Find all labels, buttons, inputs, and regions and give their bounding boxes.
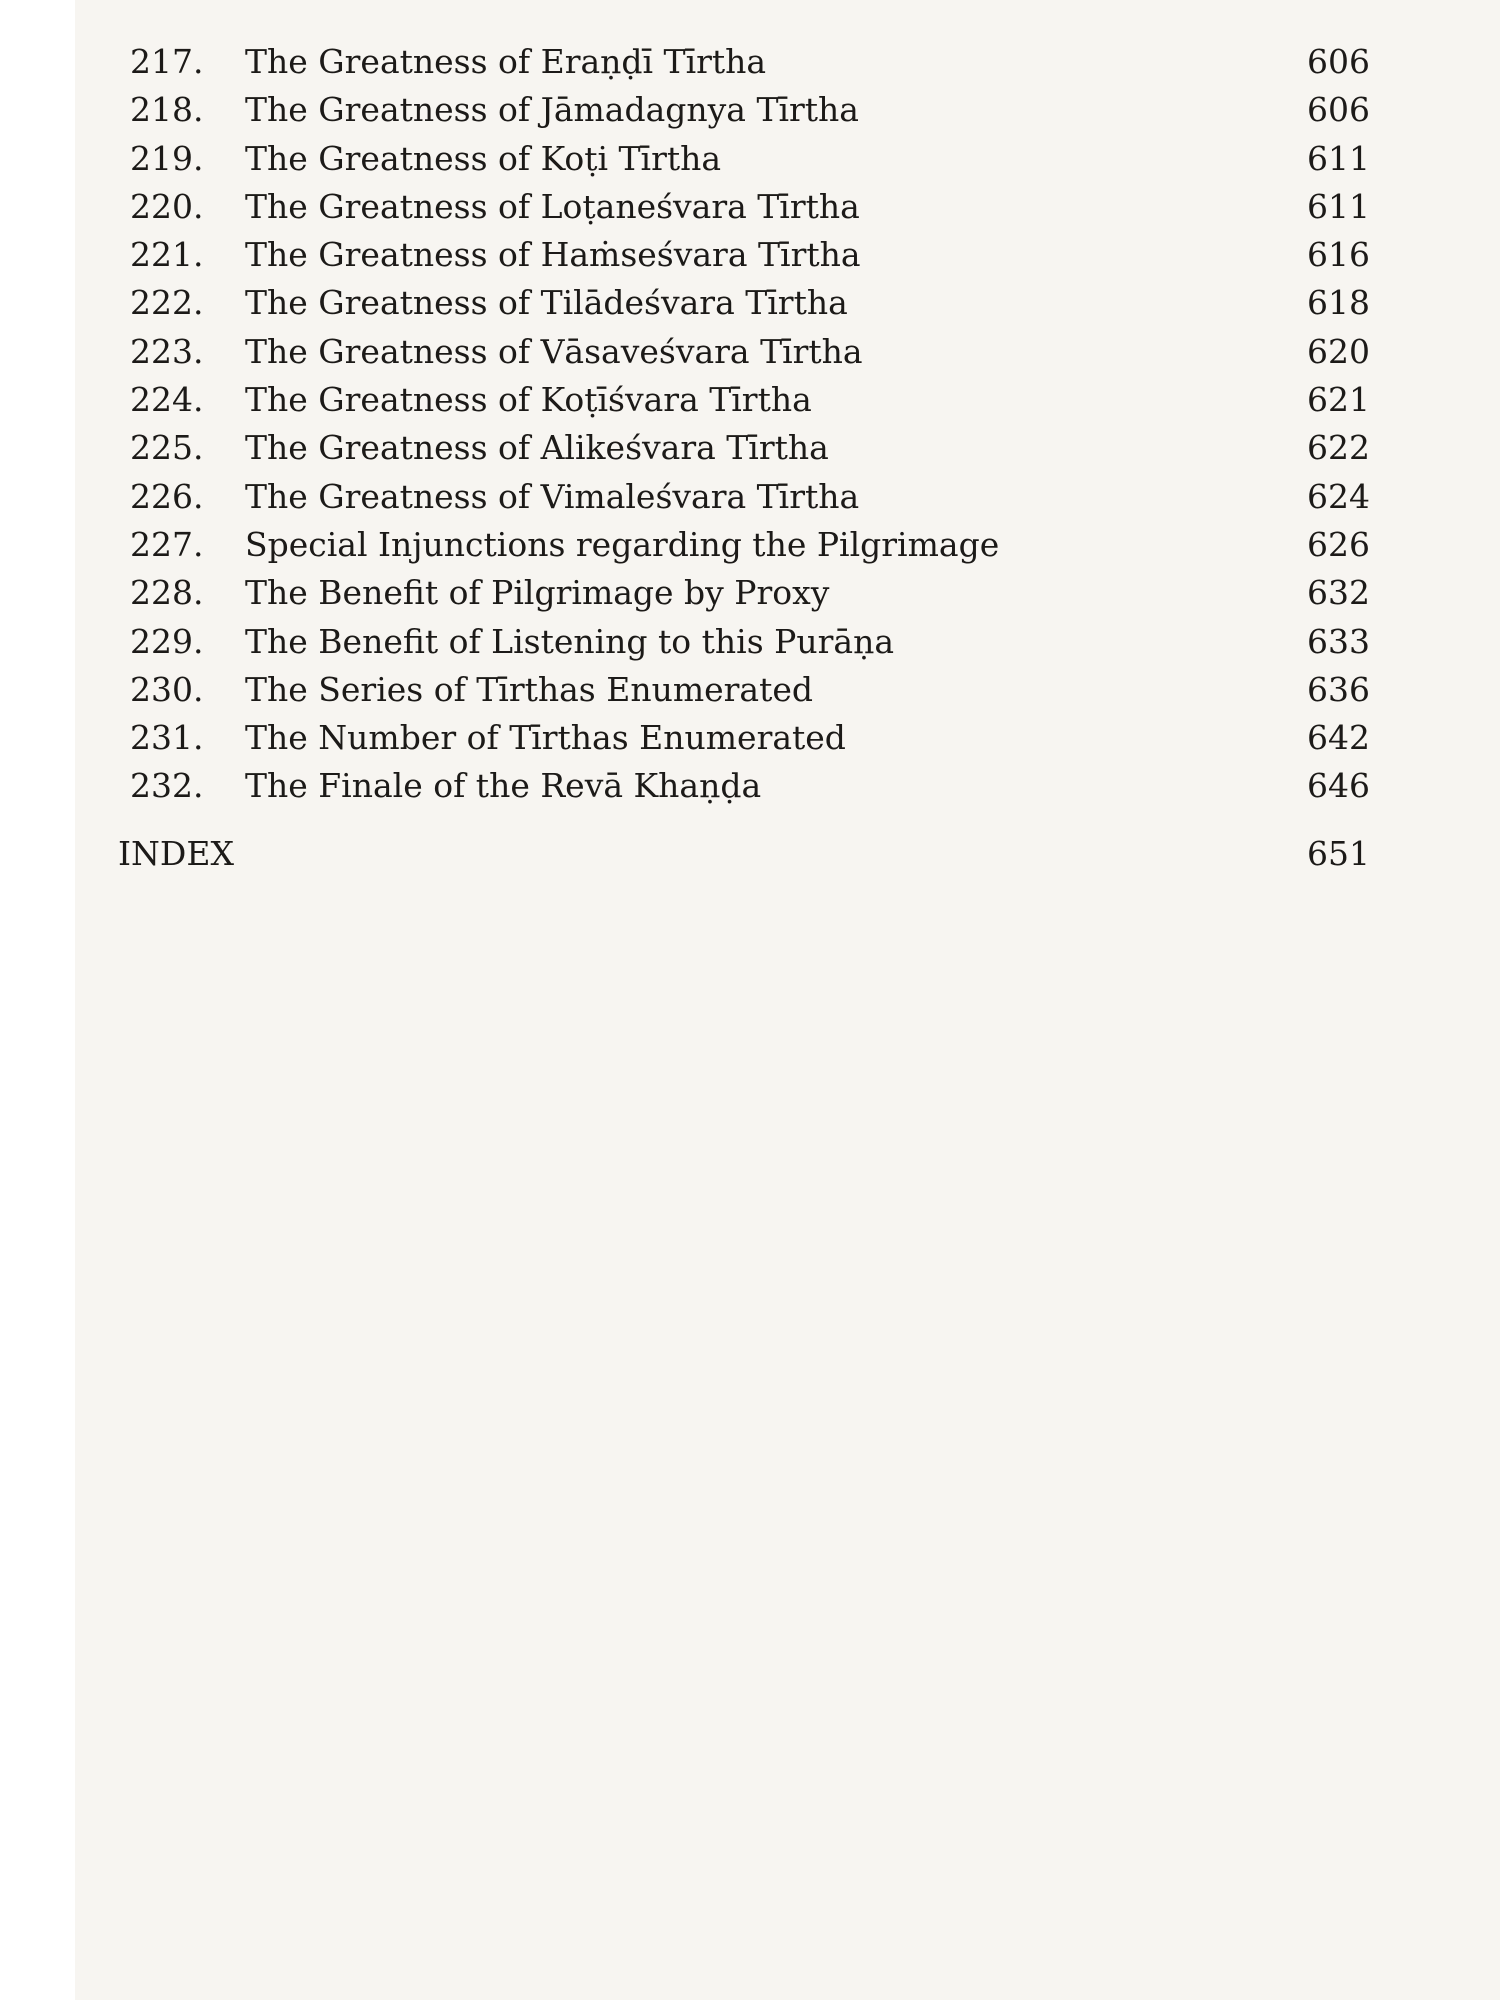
entry-number: 221. [130, 235, 204, 275]
entry-page: 636 [1307, 669, 1370, 709]
index-page: 651 [1307, 834, 1370, 873]
toc-entry[interactable] [130, 473, 1370, 521]
entry-page: 622 [1307, 428, 1370, 468]
entry-page: 606 [1307, 42, 1370, 81]
entry-number: 223. [130, 331, 204, 371]
entry-page: 621 [1307, 380, 1370, 420]
toc-entry[interactable] [130, 328, 1370, 376]
entry-number: 219. [130, 138, 204, 178]
toc-entry[interactable] [130, 86, 1370, 134]
entry-title: The Benefit of Pilgrimage by Proxy [245, 573, 830, 613]
entry-title: The Greatness of Eraṇḍī Tīrtha [245, 42, 767, 81]
entry-page: 618 [1307, 283, 1370, 323]
entry-page: 616 [1307, 235, 1370, 275]
index-label: INDEX [118, 834, 234, 873]
toc-entry[interactable] [130, 183, 1370, 231]
entry-page: 642 [1307, 718, 1370, 758]
entry-page: 632 [1307, 573, 1370, 613]
toc-entry[interactable] [130, 231, 1370, 279]
entry-number: 225. [130, 428, 204, 468]
entry-title: The Greatness of Haṁseśvara Tīrtha [245, 235, 861, 275]
entry-title: The Benefit of Listening to this Purāṇa [245, 621, 894, 661]
toc-entry[interactable] [130, 521, 1370, 569]
entry-number: 217. [130, 42, 204, 81]
entry-page: 620 [1307, 331, 1370, 371]
toc-entry[interactable] [130, 38, 1370, 86]
entry-title: The Finale of the Revā Khaṇḍa [245, 766, 762, 806]
entry-number: 229. [130, 621, 204, 661]
toc-entry[interactable] [130, 762, 1370, 810]
entry-page: 626 [1307, 524, 1370, 564]
entry-page: 611 [1307, 186, 1370, 226]
toc-entry[interactable] [130, 135, 1370, 183]
entry-page: 606 [1307, 90, 1370, 130]
entry-number: 222. [130, 283, 204, 323]
page-gutter [0, 0, 75, 2000]
entry-title: The Greatness of Tilādeśvara Tīrtha [245, 283, 848, 323]
toc-entry[interactable] [130, 714, 1370, 762]
entry-title: The Greatness of Alikeśvara Tīrtha [245, 428, 829, 468]
entry-page: 646 [1307, 766, 1370, 806]
entry-title: Special Injunctions regarding the Pilgrimage [245, 524, 1000, 564]
entry-number: 232. [130, 766, 204, 806]
entry-title: The Series of Tīrthas Enumerated [245, 669, 814, 709]
entry-title: The Greatness of Vimaleśvara Tīrtha [245, 476, 860, 516]
entry-number: 226. [130, 476, 204, 516]
entry-title: The Greatness of Jāmadagnya Tīrtha [245, 90, 859, 130]
entry-title: The Greatness of Vāsaveśvara Tīrtha [245, 331, 863, 371]
entry-title: The Greatness of Koṭi Tīrtha [245, 138, 722, 178]
entry-title: The Number of Tīrthas Enumerated [245, 718, 846, 758]
toc-index-entry[interactable] [118, 830, 1370, 880]
entry-number: 228. [130, 573, 204, 613]
entry-number: 224. [130, 380, 204, 420]
entry-number: 230. [130, 669, 204, 709]
entry-page: 611 [1307, 138, 1370, 178]
entry-number: 218. [130, 90, 204, 130]
toc-entry[interactable] [130, 279, 1370, 327]
entry-number: 220. [130, 186, 204, 226]
entry-page: 624 [1307, 476, 1370, 516]
entry-title: The Greatness of Koṭīśvara Tīrtha [245, 380, 812, 420]
entry-number: 231. [130, 718, 204, 758]
table-of-contents [130, 38, 1370, 811]
entry-page: 633 [1307, 621, 1370, 661]
toc-entry[interactable] [130, 376, 1370, 424]
toc-entry[interactable] [130, 618, 1370, 666]
toc-entry[interactable] [130, 666, 1370, 714]
toc-entry[interactable] [130, 569, 1370, 617]
toc-entry[interactable] [130, 424, 1370, 472]
entry-title: The Greatness of Loṭaneśvara Tīrtha [245, 186, 860, 226]
entry-number: 227. [130, 524, 204, 564]
